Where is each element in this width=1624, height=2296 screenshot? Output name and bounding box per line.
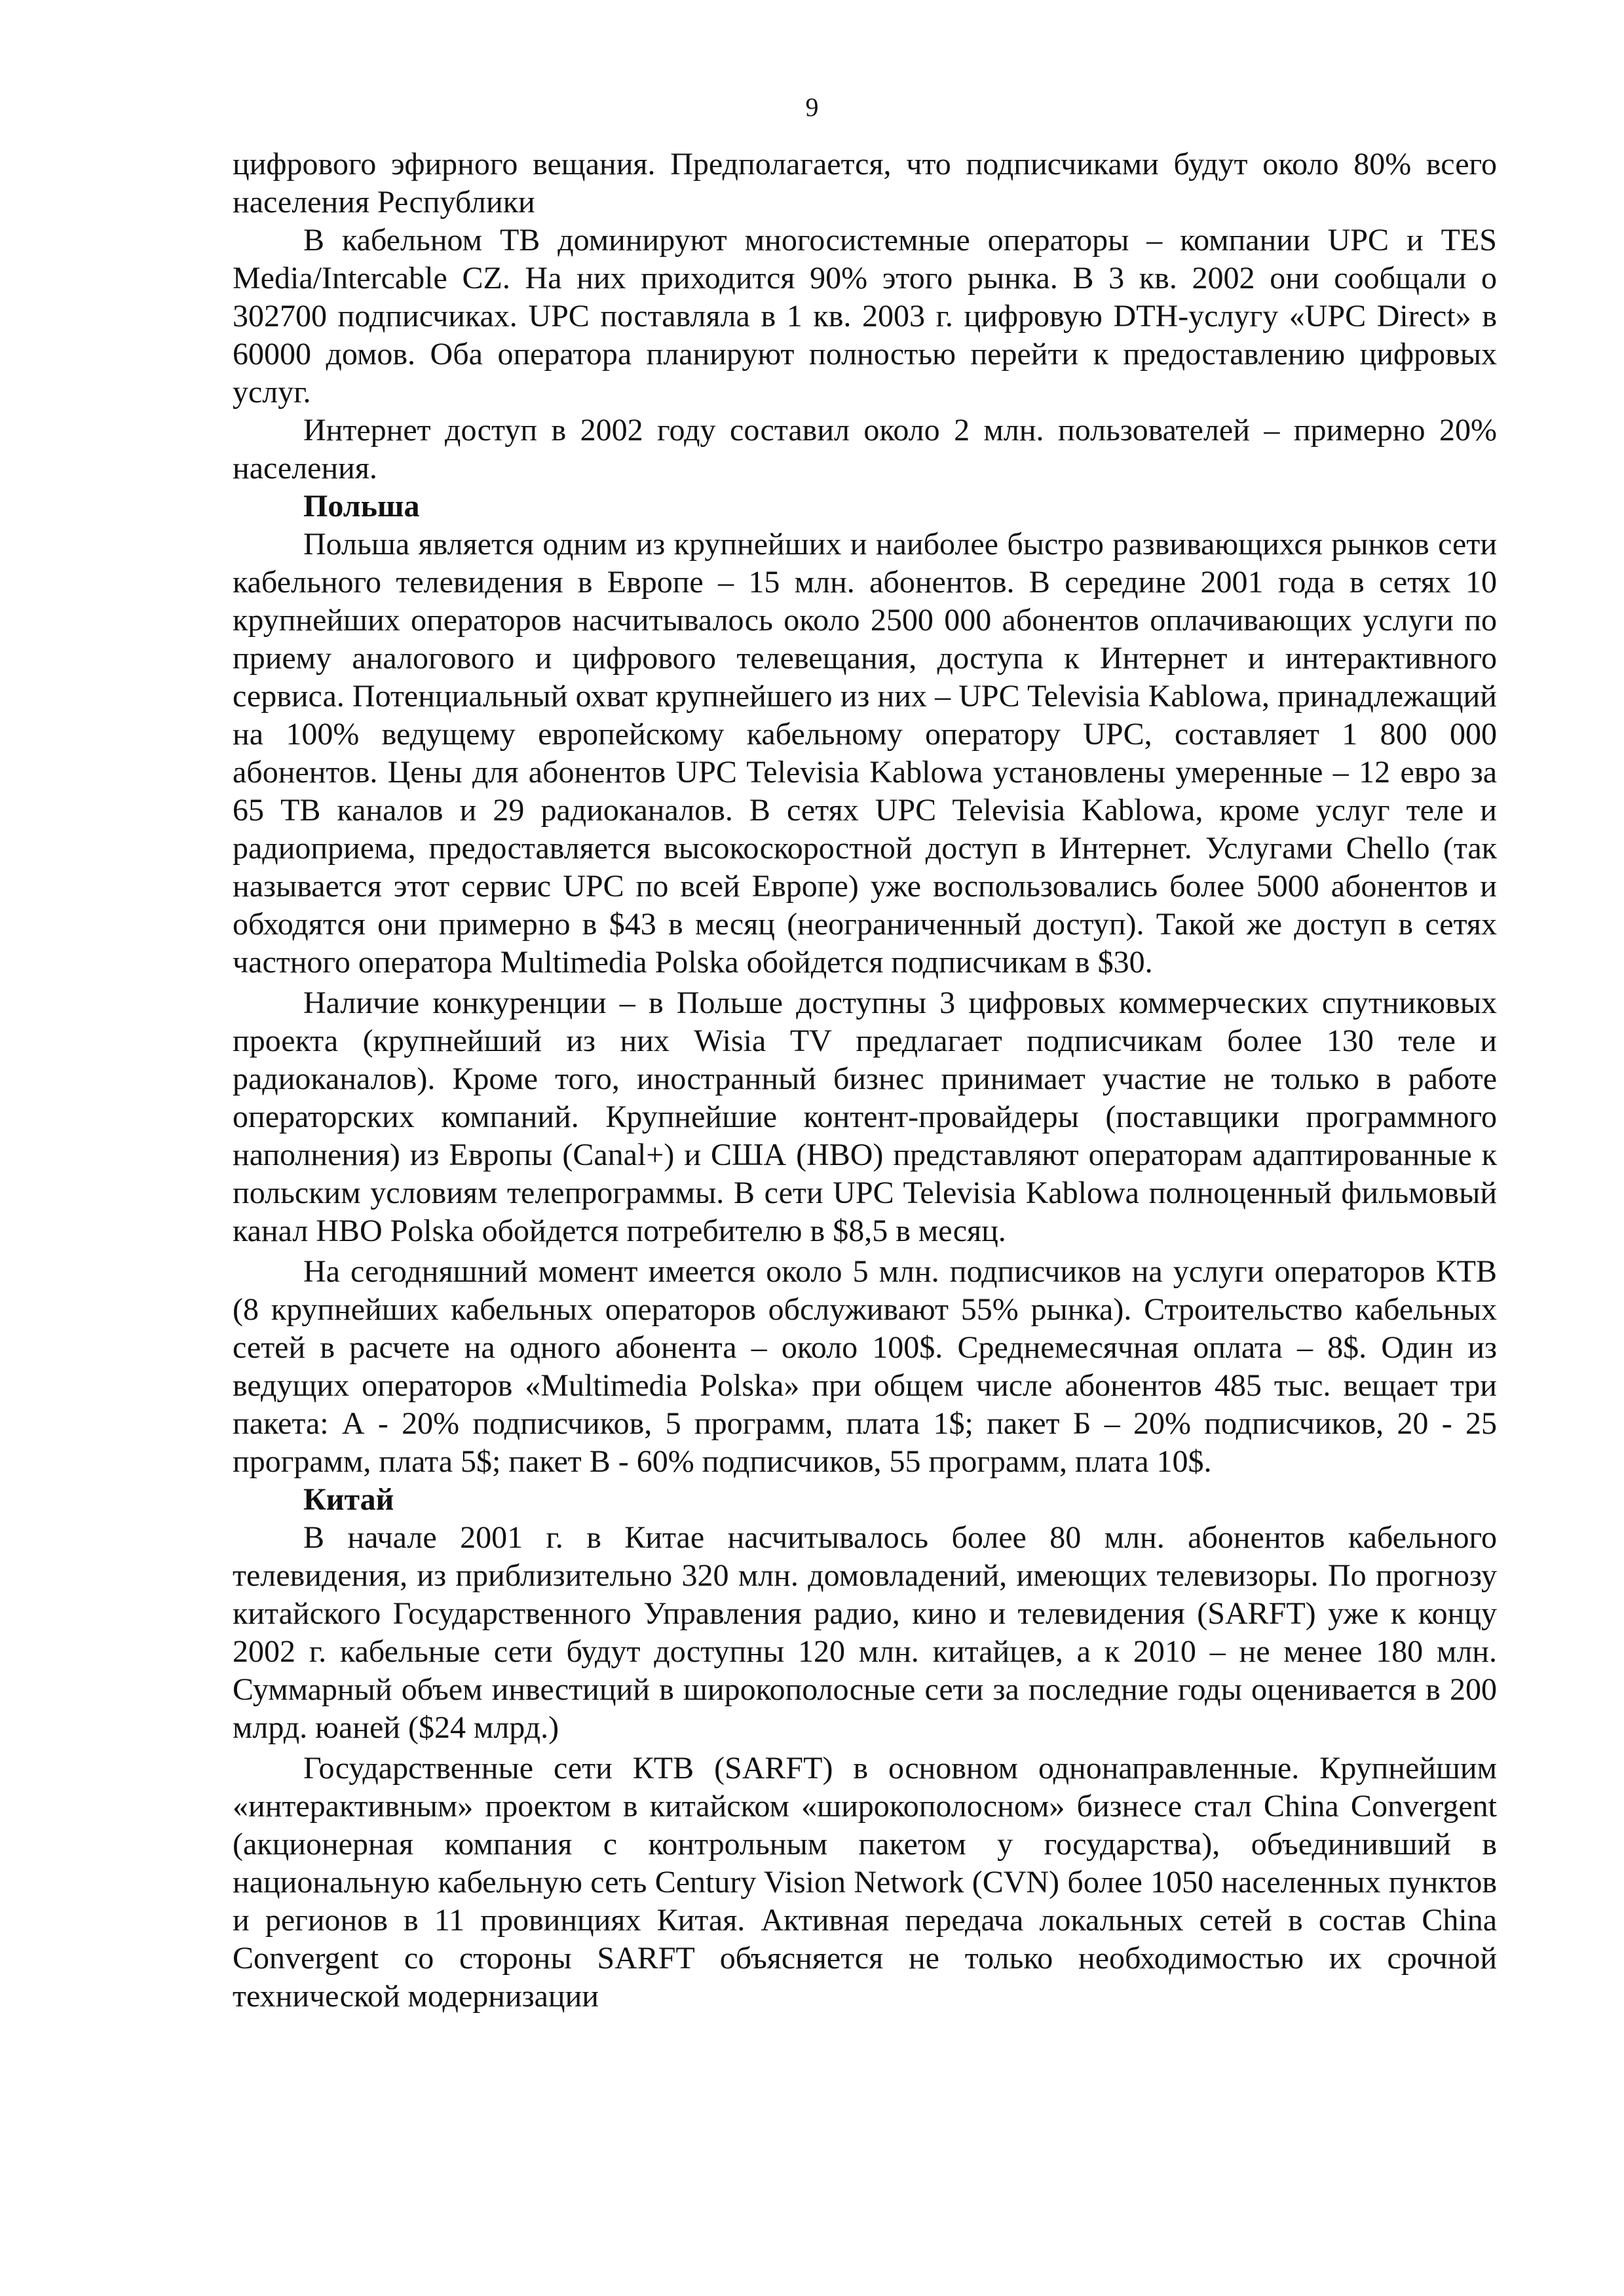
page-number: 9: [805, 92, 819, 122]
paragraph-poland-market: Польша является одним из крупнейших и наиболее быстро развивающихся рынков сети кабельного телевидения в Европе – 15 млн. абонентов. В середине 2001 года в сетях 10 крупнейших операторов насчитывалось около 2500 000 абонентов оплачивающих услуги по приему аналогового и цифрового телевещания, доступа к Интернет и интерактивного сервиса. Потенциальный охват крупнейшего из них – UPC Televisia Kablowa, принадлежащий на 100% ведущему европейскому кабельному оператору UPC, составляет 1 800 000 абонентов. Цены для абонентов UPC Televisia Kablowa установлены умеренные – 12 евро за 65 ТВ каналов и 29 радиоканалов. В сетях UPC Televisia Kablowa, кроме услуг теле и радиоприема, предоставляется высокоскоростной доступ в Интернет. Услугами Chello (так называется этот сервис UPC по всей Европе) уже воспользовались более 5000 абонентов и обходятся они примерно в $43 в месяц (неограниченный доступ). Такой же доступ в сетях частного оператора Multimedia Polska обойдется подписчикам в $30.: [233, 527, 1497, 980]
paragraph-internet-access: Интернет доступ в 2002 году составил около 2 млн. пользователей – примерно 20% населения.: [233, 413, 1497, 486]
paragraph-digital-broadcasting: цифрового эфирного вещания. Предполагается, что подписчиками будут около 80% всего населения Республики: [233, 147, 1497, 220]
paragraph-china-cable: В начале 2001 г. в Китае насчитывалось более 80 млн. абонентов кабельного телевидения, из приблизительно 320 млн. домовладений, имеющих телевизоры. По прогнозу китайского Государственного Управления радио, кино и телевидения (SARFT) уже к концу 2002 г. кабельные сети будут доступны 120 млн. китайцев, а к 2010 – не менее 180 млн. Суммарный объем инвестиций в широкополосные сети за последние годы оценивается в 200 млрд. юаней ($24 млрд.): [233, 1520, 1497, 1745]
heading-china: Китай: [303, 1482, 394, 1517]
paragraph-poland-competition: Наличие конкуренции – в Польше доступны 3 цифровых коммерческих спутниковых проекта (крупнейший из них Wisia TV предлагает подписчикам более 130 теле и радиоканалов). Кроме того, иностранный бизнес принимает участие не только в работе операторских компаний. Крупнейшие контент-провайдеры (поставщики программного наполнения) из Европы (Canal+) и США (HBO) представляют операторам адаптированные к польским условиям телепрограммы. В сети UPC Televisia Kablowa полноценный фильмовый канал HBO Polska обойдется потребителю в $8,5 в месяц.: [233, 985, 1497, 1248]
paragraph-china-networks: Государственные сети КТВ (SARFT) в основном однонаправленные. Крупнейшим «интерактивным» проектом в китайском «широкополосном» бизнесе стал China Convergent (акционерная компания с контрольным пакетом у государства), объединивший в национальную кабельную сеть Century Vision Network (CVN) более 1050 населенных пунктов и регионов в 11 провинциях Китая. Активная передача локальных сетей в состав China Convergent со стороны SARFT объясняется не только необходимостью их срочной технической модернизации: [233, 1751, 1497, 2014]
paragraph-poland-subscribers: На сегодняшний момент имеется около 5 млн. подписчиков на услуги операторов КТВ (8 крупнейших кабельных операторов обслуживают 55% рынка). Строительство кабельных сетей в расчете на одного абонента – около 100$. Среднемесячная оплата – 8$. Один из ведущих операторов «Multimedia Polska» при общем числе абонентов 485 тыс. вещает три пакета: А - 20% подписчиков, 5 программ, плата 1$; пакет Б – 20% подписчиков, 20 - 25 программ, плата 5$; пакет В - 60% подписчиков, 55 программ, плата 10$.: [233, 1254, 1497, 1479]
heading-poland: Польша: [303, 489, 420, 524]
paragraph-cable-tv-operators: В кабельном ТВ доминируют многосистемные операторы – компании UPC и TES Media/Intercable CZ. На них приходится 90% этого рынка. В 3 кв. 2002 они сообщали о 302700 подписчиках. UPC поставляла в 1 кв. 2003 г. цифровую DTH-услугу «UPC Direct» в 60000 домов. Оба оператора планируют полностью перейти к предоставлению цифровых услуг.: [233, 223, 1497, 410]
document-body: [233, 145, 1497, 2016]
